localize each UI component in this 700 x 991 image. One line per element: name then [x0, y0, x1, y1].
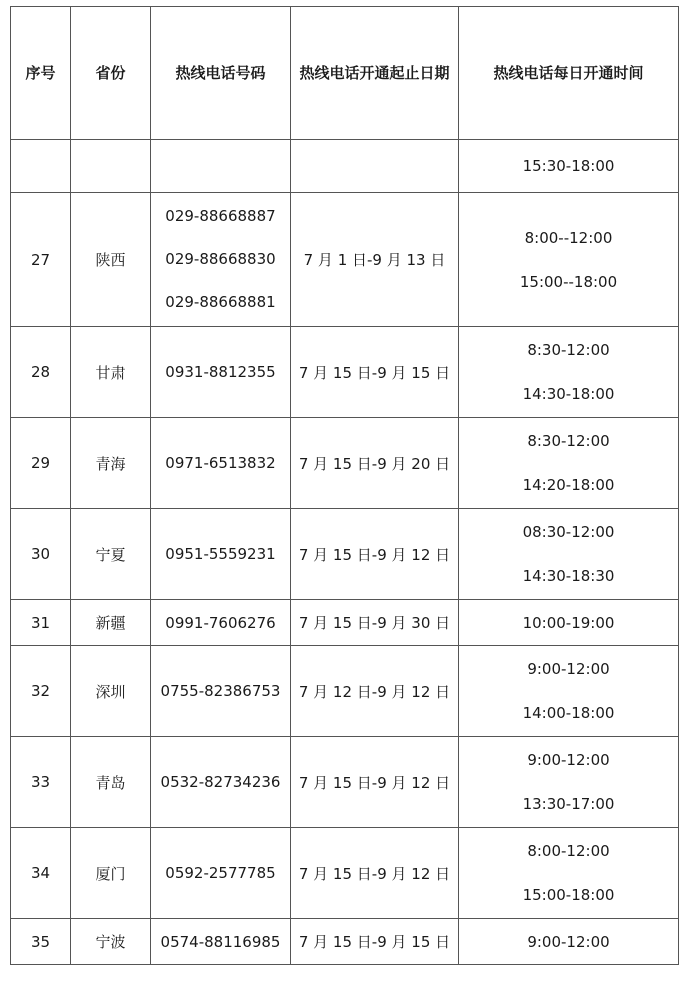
cell-phone [151, 140, 291, 193]
cell-dates: 7 月 12 日-9 月 12 日 [291, 646, 459, 737]
phone-number: 0931-8812355 [165, 363, 276, 381]
cell-dates: 7 月 15 日-9 月 12 日 [291, 737, 459, 828]
phone-number: 029-88668887 [165, 207, 276, 225]
cell-seq: 35 [11, 919, 71, 965]
table-row [11, 600, 679, 646]
table-body [11, 140, 679, 965]
cell-phone [151, 828, 291, 919]
cell-dates: 7 月 15 日-9 月 20 日 [291, 418, 459, 509]
phone-number: 0991-7606276 [165, 613, 276, 632]
table-row [11, 140, 679, 193]
table-row [11, 418, 679, 509]
cell-hours [459, 600, 679, 646]
cell-province: 青海 [71, 418, 151, 509]
phone-number: 0532-82734236 [160, 773, 281, 791]
phone-number: 029-88668830 [165, 250, 276, 268]
cell-phone [151, 193, 291, 327]
cell-province: 宁夏 [71, 509, 151, 600]
hours-range: 08:30-12:00 [522, 523, 615, 541]
cell-province: 甘肃 [71, 327, 151, 418]
cell-province: 厦门 [71, 828, 151, 919]
cell-hours [459, 193, 679, 327]
cell-seq: 34 [11, 828, 71, 919]
cell-hours [459, 509, 679, 600]
cell-phone [151, 418, 291, 509]
cell-hours [459, 737, 679, 828]
cell-phone [151, 509, 291, 600]
header-hours: 热线电话每日开通时间 [459, 7, 679, 140]
table-row [11, 327, 679, 418]
hours-range: 15:00-18:00 [522, 886, 615, 904]
cell-province: 陕西 [71, 193, 151, 327]
cell-hours [459, 327, 679, 418]
hours-range: 14:30-18:30 [522, 567, 615, 585]
cell-hours [459, 919, 679, 965]
header-province: 省份 [71, 7, 151, 140]
cell-seq: 29 [11, 418, 71, 509]
cell-phone [151, 600, 291, 646]
cell-seq: 32 [11, 646, 71, 737]
table-row [11, 919, 679, 965]
cell-phone [151, 919, 291, 965]
header-dates [291, 7, 459, 140]
cell-phone [151, 327, 291, 418]
cell-phone [151, 646, 291, 737]
hours-range: 13:30-17:00 [522, 795, 615, 813]
phone-number: 0592-2577785 [165, 864, 276, 882]
phone-number: 0755-82386753 [160, 682, 281, 700]
cell-province: 新疆 [71, 600, 151, 646]
table-row [11, 193, 679, 327]
cell-dates: 7 月 15 日-9 月 15 日 [291, 919, 459, 965]
cell-province: 青岛 [71, 737, 151, 828]
cell-dates: 7 月 15 日-9 月 12 日 [291, 828, 459, 919]
cell-seq: 33 [11, 737, 71, 828]
cell-province [71, 140, 151, 193]
cell-hours [459, 828, 679, 919]
cell-hours [459, 646, 679, 737]
table-row [11, 737, 679, 828]
table-row [11, 828, 679, 919]
header-row [11, 7, 679, 140]
hours-range: 8:00--12:00 [524, 228, 613, 247]
cell-seq: 28 [11, 327, 71, 418]
hours-range: 14:20-18:00 [522, 476, 615, 494]
phone-number: 0951-5559231 [165, 545, 276, 563]
phone-number: 029-88668881 [165, 293, 276, 311]
cell-seq [11, 140, 71, 193]
cell-dates: 7 月 1 日-9 月 13 日 [291, 193, 459, 327]
cell-hours [459, 418, 679, 509]
cell-province: 宁波 [71, 919, 151, 965]
hours-range: 9:00-12:00 [527, 660, 610, 678]
header-seq: 序号 [11, 7, 71, 140]
hours-range: 9:00-12:00 [527, 751, 610, 769]
hours-range: 10:00-19:00 [522, 613, 615, 632]
hours-range: 8:30-12:00 [527, 432, 610, 450]
hours-range: 9:00-12:00 [527, 932, 610, 951]
cell-dates [291, 140, 459, 193]
hours-range: 15:00--18:00 [519, 272, 618, 291]
cell-province: 深圳 [71, 646, 151, 737]
hours-range: 8:00-12:00 [527, 842, 610, 860]
cell-hours [459, 140, 679, 193]
hours-range: 14:30-18:00 [522, 385, 615, 403]
hotline-table [10, 6, 679, 965]
cell-dates: 7 月 15 日-9 月 12 日 [291, 509, 459, 600]
hours-range: 14:00-18:00 [522, 704, 615, 722]
hours-range: 8:30-12:00 [527, 341, 610, 359]
table-row [11, 646, 679, 737]
table-row [11, 509, 679, 600]
cell-phone [151, 737, 291, 828]
header-phone: 热线电话号码 [151, 7, 291, 140]
phone-number: 0971-6513832 [165, 454, 276, 472]
header-dates-text: 热线电话开通起止日期 [299, 64, 450, 82]
cell-seq: 31 [11, 600, 71, 646]
cell-seq: 27 [11, 193, 71, 327]
cell-dates: 7 月 15 日-9 月 30 日 [291, 600, 459, 646]
phone-number: 0574-88116985 [160, 932, 281, 951]
cell-dates: 7 月 15 日-9 月 15 日 [291, 327, 459, 418]
hours-range: 15:30-18:00 [522, 157, 615, 175]
cell-seq: 30 [11, 509, 71, 600]
